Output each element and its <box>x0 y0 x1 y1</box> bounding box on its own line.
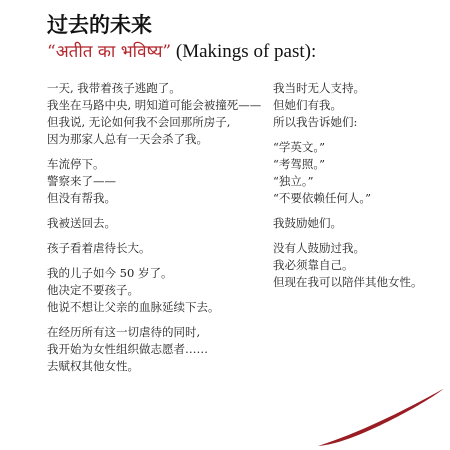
text-line: “不要依赖任何人。” <box>273 191 372 205</box>
text-line: 但现在我可以陪伴其他女性。 <box>273 275 423 289</box>
text-line: 他说不想让父亲的血脉延续下去。 <box>47 300 220 314</box>
text-line: 我坐在马路中央, 明知道可能会被撞死—— <box>47 98 262 112</box>
title-block <box>47 12 316 64</box>
text-line: 我被送回去。 <box>47 216 116 230</box>
left-paragraph <box>47 80 262 148</box>
left-paragraph <box>47 240 262 257</box>
text-line: 但她们有我。 <box>273 98 342 112</box>
text-line: 我当时无人支持。 <box>273 81 365 95</box>
right-column <box>273 80 443 299</box>
subtitle-english: (Makings of past): <box>171 41 317 62</box>
text-line: 孩子看着虐待长大。 <box>47 241 151 255</box>
text-line: 在经历所有这一切虐待的同时, <box>47 325 201 339</box>
left-paragraph <box>47 324 262 375</box>
text-line: 去赋权其他女性。 <box>47 359 139 373</box>
left-paragraph <box>47 156 262 207</box>
text-line: 因为那家人总有一天会杀了我。 <box>47 132 208 146</box>
text-line: 所以我告诉她们: <box>273 115 358 129</box>
text-line: 一天, 我带着孩子逃跑了。 <box>47 81 181 95</box>
text-line: 我必须靠自己。 <box>273 258 354 272</box>
subtitle-hindi: “अतीत का भविष्य” <box>47 42 172 62</box>
right-paragraph <box>273 215 443 232</box>
text-line: 但我说, 无论如何我不会回那所房子, <box>47 115 231 129</box>
right-paragraph <box>273 240 443 291</box>
right-paragraph <box>273 80 443 131</box>
page-title: 过去的未来 <box>47 12 152 37</box>
text-line: “考驾照。” <box>273 157 326 171</box>
text-line: 我鼓励她们。 <box>273 216 342 230</box>
text-line: 没有人鼓励过我。 <box>273 241 365 255</box>
text-line: 他决定不要孩子。 <box>47 283 139 297</box>
text-line: “学英文。” <box>273 140 326 154</box>
text-line: 我的儿子如今 50 岁了。 <box>47 266 173 280</box>
text-line: “独立。” <box>273 174 314 188</box>
left-column <box>47 80 262 383</box>
text-line: 警察来了—— <box>47 174 116 188</box>
brush-stroke-decoration <box>310 380 450 450</box>
page-subtitle <box>47 40 316 64</box>
left-paragraph <box>47 215 262 232</box>
left-paragraph <box>47 265 262 316</box>
text-line: 车流停下。 <box>47 157 105 171</box>
right-paragraph <box>273 139 443 207</box>
text-line: 但没有帮我。 <box>47 191 116 205</box>
text-line: 我开始为女性组织做志愿者…… <box>47 342 208 356</box>
